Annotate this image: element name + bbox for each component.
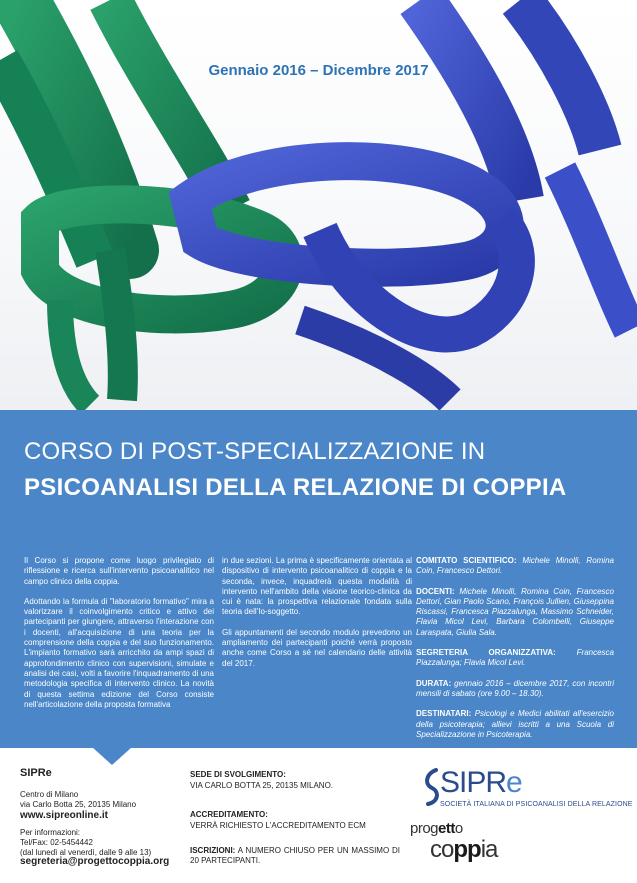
wordmark-part: prog bbox=[410, 820, 439, 837]
hero-image bbox=[0, 0, 637, 410]
sipre-logo bbox=[420, 764, 633, 814]
green-rope-strand bbox=[110, 250, 123, 400]
website-link[interactable]: www.sipreonline.it bbox=[20, 810, 108, 821]
wordmark-part: o bbox=[454, 820, 463, 837]
detail-label: SEGRETERIA ORGANIZZATIVA: bbox=[416, 648, 556, 658]
description-paragraph: in due sezioni. La prima è specificamente orientata al dispositivo di intervento psicoanalitico di coppia e la seconda, invece, inquadrerà questa modalità di intervento nell'ambito della visione teorico-clinica da cui è nata: la prospettiva relazionale fondata sulla teoria dell'Io-soggetto. bbox=[222, 556, 412, 617]
sede-value: VIA CARLO BOTTA 25, 20135 MILANO. bbox=[190, 781, 334, 790]
band-notch bbox=[92, 747, 132, 765]
detail-label: DOCENTI: bbox=[416, 586, 455, 596]
title-line-1: CORSO DI POST-SPECIALIZZAZIONE IN bbox=[24, 438, 486, 465]
sipre-wordmark bbox=[440, 766, 522, 800]
info-label: Per informazioni: bbox=[20, 828, 81, 837]
sipre-wordmark-e: e bbox=[506, 766, 522, 799]
wordmark-part: co bbox=[430, 836, 454, 863]
detail-label: DURATA: bbox=[416, 678, 452, 688]
sipre-subtitle: SOCIETÀ ITALIANA DI PSICOANALISI DELLA RELAZIONE bbox=[440, 801, 633, 808]
description-column-2 bbox=[222, 556, 412, 679]
description-paragraph: Gli appuntamenti del secondo modulo prevedono un ampliamento dei partecipanti poiché verrà proposto anche come Corso a sé nel calendario delle attività del 2017. bbox=[222, 627, 412, 668]
iscrizioni bbox=[190, 846, 400, 866]
detail-segreteria bbox=[416, 648, 614, 669]
description-paragraph: Il Corso si propone come luogo privilegiato di riflessione e ricerca sull'intervento psicoanalitico nel campo clinico della coppia. bbox=[24, 556, 214, 586]
detail-durata bbox=[416, 679, 614, 700]
wordmark-part: ett bbox=[438, 820, 455, 837]
org-centro: Centro di Milano bbox=[20, 790, 79, 799]
telfax: Tel/Fax: 02-5454442 bbox=[20, 838, 93, 847]
detail-comitato bbox=[416, 556, 614, 577]
description-column-1 bbox=[24, 556, 214, 720]
detail-label: COMITATO SCIENTIFICO: bbox=[416, 556, 517, 565]
progetto-coppia-logo bbox=[410, 820, 530, 875]
org-name: SIPRe bbox=[20, 767, 52, 779]
org-address: via Carlo Botta 25, 20135 Milano bbox=[20, 800, 137, 809]
email-link[interactable]: segreteria@progettocoppia.org bbox=[20, 856, 170, 867]
accreditamento-label: ACCREDITAMENTO: bbox=[190, 810, 268, 819]
detail-text: gennaio 2016 – dicembre 2017, con incontri mensili di sabato (ore 9.00 – 18.30). bbox=[416, 678, 614, 698]
wordmark-part: ia bbox=[480, 836, 498, 863]
accreditamento-value: VERRÀ RICHIESTO L'ACCREDITAMENTO ECM bbox=[190, 821, 366, 830]
detail-text: Michele Minolli, Romina Coin, Francesco Dettori, Gian Paolo Scano, François Jullien, Giuseppina Riscassi, Francesca Piazzalunga, Massimo Schneider, Flavia Micol Levi, Barbara Colombelli, Giuseppe Laraspata, Giulia Sala. bbox=[416, 586, 614, 637]
progetto-wordmark bbox=[410, 820, 463, 837]
iscrizioni-value: A NUMERO CHIUSO PER UN MASSIMO DI 20 PARTECIPANTI. bbox=[190, 846, 401, 865]
detail-docenti bbox=[416, 587, 614, 638]
description-paragraph: Adottando la formula di "laboratorio formativo" mira a valorizzare il coinvolgimento critico e attivo dei partecipanti per giungere, attraverso l'interazione con i docenti, all'acquisizione di una teoria per la comprensione della coppia e del suo funzionamento. L'impianto formativo sarà arricchito da ampi spazi di approfondimento clinico con supervisioni, simulate e analisi dei casi, volti a favorire l'inquadramento di una metodologia specifica di intervento clinico. La novità di questa settima edizione del Corso consiste nell'articolazione della proposta formativa bbox=[24, 596, 214, 709]
course-dates: Gennaio 2016 – Dicembre 2017 bbox=[208, 62, 429, 79]
office-hours: (dal lunedì al venerdì, dalle 9 alle 13) bbox=[20, 848, 152, 857]
detail-text: Psicologi e Medici abilitati all'esercizio della psicoterapia; allievi iscritti a una Scuola di Specializzazione in Psicoterapia. bbox=[416, 709, 614, 739]
wordmark-part: pp bbox=[453, 836, 481, 863]
title-line-2: PSICOANALISI DELLA RELAZIONE DI COPPIA bbox=[24, 474, 567, 501]
iscrizioni-label: ISCRIZIONI: bbox=[190, 846, 236, 855]
detail-text: Francesca Piazzalunga; Flavia Micol Levi. bbox=[416, 648, 614, 668]
blue-rope-strand bbox=[560, 170, 630, 330]
detail-destinatari bbox=[416, 709, 614, 740]
sede-label: SEDE DI SVOLGIMENTO: bbox=[190, 770, 286, 779]
details-column bbox=[416, 556, 614, 750]
detail-text: Michele Minolli, Romina Coin, Francesco Dettori. bbox=[416, 556, 614, 576]
sipre-wordmark-main: SIPR bbox=[440, 766, 507, 799]
detail-label: DESTINATARI: bbox=[416, 709, 472, 719]
title-band bbox=[0, 410, 637, 535]
coppia-wordmark bbox=[430, 836, 497, 864]
